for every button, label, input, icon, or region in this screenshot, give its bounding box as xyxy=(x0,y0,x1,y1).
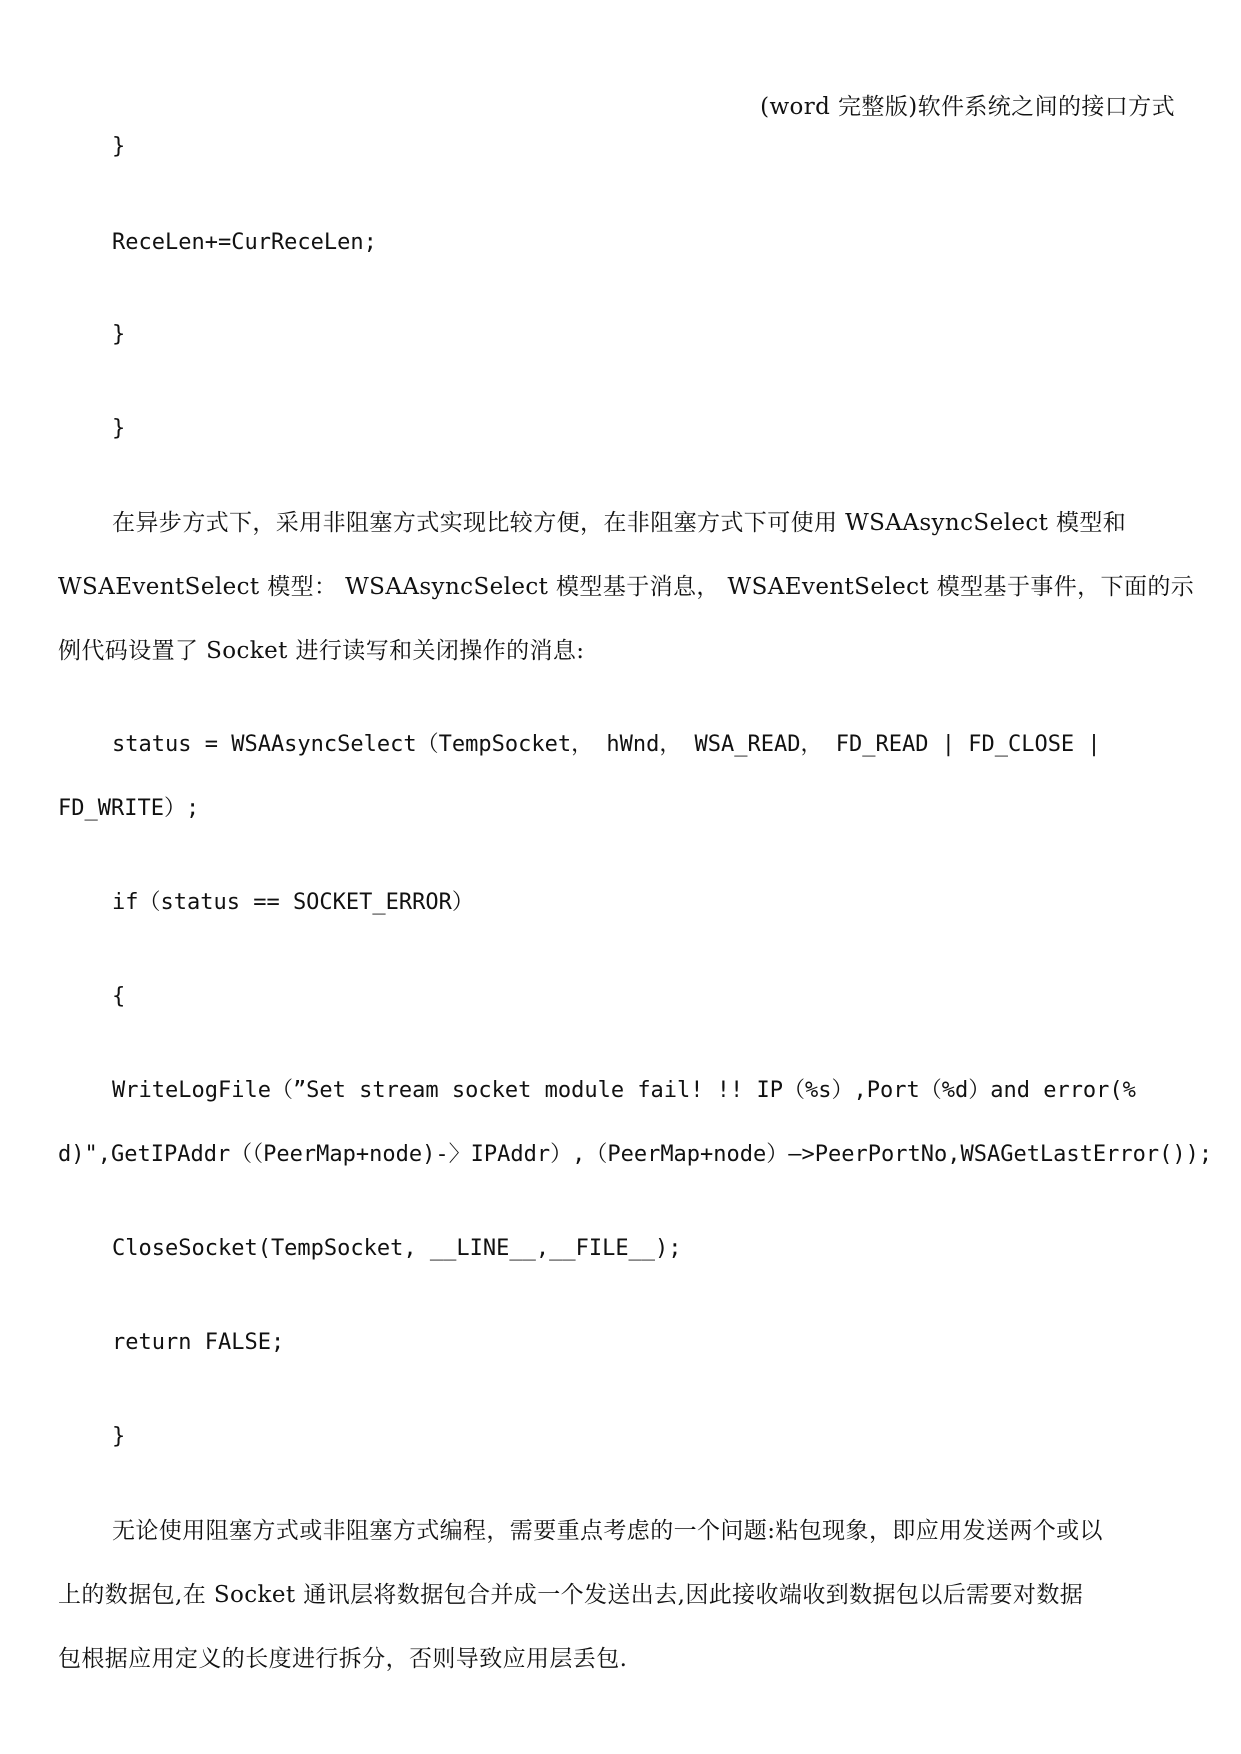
code-line: if（status == SOCKET_ERROR） xyxy=(112,890,474,915)
code-line: d)",GetIPAddr（（PeerMap+node)-〉IPAddr）,（PeerMap+node）—>PeerPortNo,WSAGetLastError()); xyxy=(58,1142,1213,1167)
running-header: (word 完整版)软件系统之间的接口方式 xyxy=(760,94,1175,120)
code-line: } xyxy=(112,322,126,347)
paragraph-line: WSAEventSelect 模型： WSAAsyncSelect 模型基于消息， WSAEventSelect 模型基于事件，下面的示 xyxy=(58,574,1195,600)
code-line: { xyxy=(112,984,126,1009)
code-line: return FALSE; xyxy=(112,1330,285,1355)
paragraph-line: 例代码设置了 Socket 进行读写和关闭操作的消息: xyxy=(58,638,585,664)
paragraph-line: 上的数据包,在 Socket 通讯层将数据包合并成一个发送出去,因此接收端收到数据包以后需要对数据 xyxy=(58,1582,1084,1608)
code-line: WriteLogFile（”Set stream socket module fail! !! IP（%s）,Port（%d）and error(% xyxy=(112,1078,1136,1103)
paragraph-line: 在异步方式下，采用非阻塞方式实现比较方便，在非阻塞方式下可使用 WSAAsyncSelect 模型和 xyxy=(112,510,1127,536)
code-line: } xyxy=(112,1424,126,1449)
code-line: } xyxy=(112,134,126,159)
code-line: FD_WRITE）; xyxy=(58,796,200,821)
paragraph-line: 无论使用阻塞方式或非阻塞方式编程，需要重点考虑的一个问题:粘包现象，即应用发送两个或以 xyxy=(112,1518,1103,1544)
paragraph-line: 包根据应用定义的长度进行拆分，否则导致应用层丢包. xyxy=(58,1646,628,1672)
code-line: CloseSocket(TempSocket, __LINE__,__FILE__); xyxy=(112,1236,682,1261)
code-line: } xyxy=(112,416,126,441)
code-line: status = WSAAsyncSelect（TempSocket， hWnd， WSA_READ， FD_READ | FD_CLOSE | xyxy=(112,732,1101,757)
code-line: ReceLen+=CurReceLen; xyxy=(112,230,377,255)
